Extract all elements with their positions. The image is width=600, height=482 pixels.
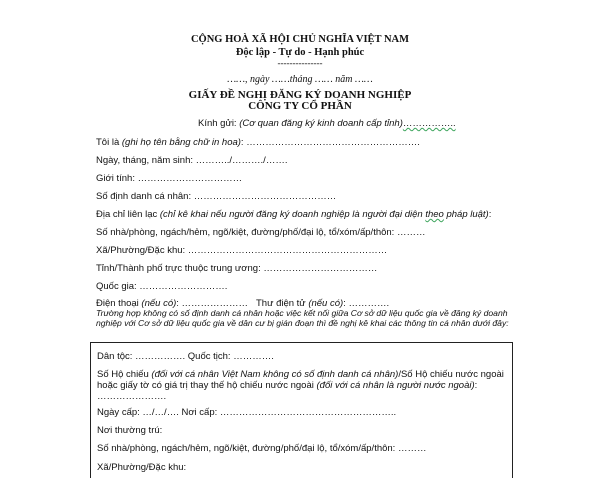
residence-street-field: Số nhà/phòng, ngách/hẻm, ngõ/kiệt, đường/phố/đại lộ, tổ/xóm/ấp/thôn: ……… [97, 443, 427, 454]
street-field: Số nhà/phòng, ngách/hẻm, ngõ/kiệt, đường/phố/đại lộ, tổ/xóm/ấp/thôn: ……… [96, 227, 426, 238]
contact-colon: : [488, 209, 492, 220]
phone-label: Điện thoại [96, 298, 142, 309]
passport-colon: : [474, 380, 478, 391]
form-subtitle: CÔNG TY CỔ PHẦN [248, 100, 352, 112]
name-label: Tôi là [96, 137, 120, 148]
contact-hint: (chỉ kê khai nếu người đăng ký doanh nghiệp là người đại diện [159, 209, 426, 220]
dob-field: Ngày, tháng, năm sinh: ………../………./……. [96, 155, 288, 166]
id-number-field: Số định danh cá nhân: ……………………………………… [96, 191, 337, 202]
ward-field: Xã/Phường/Đặc khu: ……………………………………………………… [96, 245, 388, 256]
passport-label: Số Hộ chiếu [97, 369, 152, 380]
divider: --------------- [277, 58, 323, 68]
email-label: Thư điện tử [255, 298, 309, 309]
name-hint: (ghi họ tên bằng chữ in hoa) [119, 137, 241, 148]
name-field [96, 137, 420, 148]
contact-hint-end: pháp luật) [443, 209, 489, 220]
passport-hint-foreign: (đối với cá nhân là người nước ngoài) [316, 380, 475, 391]
recipient-value: (Cơ quan đăng ký kinh doanh cấp tỉnh) [239, 118, 403, 129]
gender-field: Giới tính: …………………………… [96, 173, 243, 184]
phone-hint: (nếu có) [141, 298, 177, 309]
province-field: Tỉnh/Thành phố trực thuộc trung ương: ……………………………… [96, 263, 378, 274]
email-hint: (nếu có) [308, 298, 344, 309]
email-dots: : …………. [343, 298, 390, 309]
recipient-line [198, 118, 456, 129]
recipient-dots: …………….. [402, 118, 456, 129]
passport-field [97, 369, 509, 402]
contact-hint-theo: theo [425, 209, 444, 220]
personal-info-box [90, 342, 513, 478]
passport-label-foreign: /Số Hộ chiếu nước ngoài hoặc giấy tờ có giá trị thay thế hộ chiếu nước ngoài [97, 369, 504, 391]
name-dots: : ………………………………………………. [240, 137, 420, 148]
phone-dots: : ………………… [176, 298, 249, 309]
ethnicity-field: Dân tộc: ……………. Quốc tịch: …………. [97, 351, 274, 362]
passport-dots: …………………. [97, 391, 167, 402]
residence-label: Nơi thường trú: [97, 425, 163, 436]
issue-field: Ngày cấp: …/…/…. Nơi cấp: ……………………………………………….. [97, 407, 397, 418]
contact-label: Địa chỉ liên lạc [96, 209, 160, 220]
motto: Độc lập - Tự do - Hạnh phúc [235, 47, 365, 58]
passport-hint-vn: (đối với cá nhân Việt Nam không có số định danh cá nhân) [151, 369, 399, 380]
date-line: ……, ngày ……tháng …… năm …… [227, 74, 373, 85]
contact-address-field [96, 209, 491, 220]
country-heading: CỘNG HOÀ XÃ HỘI CHỦ NGHĨA VIỆT NAM [190, 34, 410, 45]
form-title: GIẤY ĐỀ NGHỊ ĐĂNG KÝ DOANH NGHIỆP [188, 89, 412, 101]
recipient-label: Kính gửi: [198, 118, 240, 129]
nationality-field: Quốc gia: ………………………. [96, 281, 228, 292]
residence-ward-field: Xã/Phường/Đặc khu: [97, 462, 187, 473]
instruction-note: Trường hợp không có số định danh cá nhân hoặc việc kết nối giữa Cơ sở dữ liệu quốc gia về đăng ký doanh nghiệp với Cơ sở dữ liệu quốc gia về dân cư bị gián đoạn thì đề nghị kê khai các thông tin cá nhân dưới đây: [96, 308, 509, 328]
